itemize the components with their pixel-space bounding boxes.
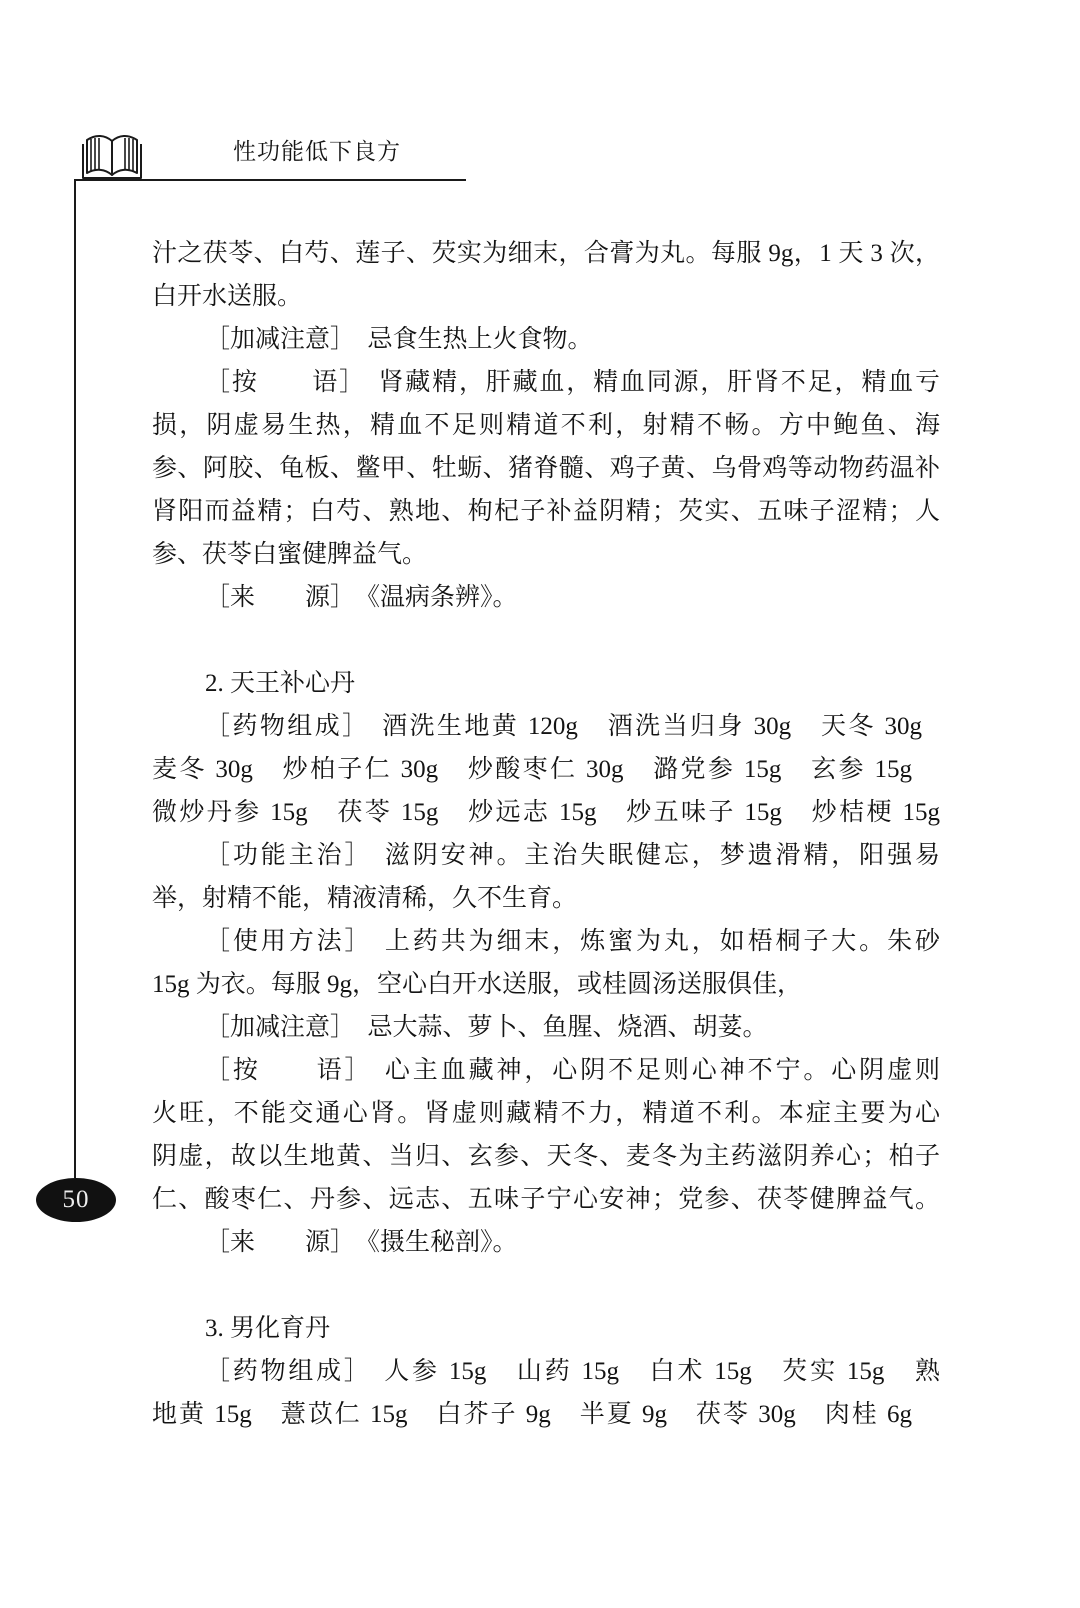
source-entry (152, 576, 940, 619)
usage-line: 上药共为细末，炼蜜为丸，如梧桐子大。朱砂 (384, 928, 940, 955)
blank-line (152, 619, 940, 662)
commentary-label: ［按 语］ (205, 1057, 373, 1084)
indications-line: 举，射精不能，精液清稀，久不生育。 (152, 885, 578, 912)
commentary-line: 心主血藏神，心阴不足则心神不宁。心阴虚则 (384, 1057, 940, 1084)
continuation-line: 白开水送服。 (152, 283, 303, 310)
indications-line: 滋阴安神。主治失眠健忘，梦遗滑精，阳强易 (384, 842, 940, 869)
commentary-line: 阴虚，故以生地黄、当归、玄参、天冬、麦冬为主药滋阴养心；柏子 (152, 1143, 940, 1170)
indications-label: ［功能主治］ (205, 842, 373, 869)
composition-line: 微炒丹参 15g 茯苓 15g 炒远志 15g 炒五味子 15g 炒桔梗 15g (152, 799, 940, 826)
notes-label: ［加减注意］ (205, 326, 356, 353)
notes-entry (152, 318, 940, 361)
composition-line: 麦冬 30g 炒柏子仁 30g 炒酸枣仁 30g 潞党参 15g 玄参 15g (152, 756, 912, 783)
page-number-badge: 50 (36, 1178, 116, 1222)
page-body (152, 232, 940, 1436)
continuation-line: 汁之茯苓、白芍、莲子、芡实为细末，合膏为丸。每服 9g，1 天 3 次， (152, 240, 940, 267)
source-text: 《摄生秘剖》。 (367, 1229, 518, 1256)
running-title: 性功能低下良方 (233, 139, 401, 164)
commentary-line: 损，阴虚易生热，精血不足则精道不利，射精不畅。方中鲍鱼、海 (152, 412, 940, 439)
usage-entry (152, 920, 940, 963)
commentary-entry (152, 361, 940, 404)
composition-entry (152, 1350, 940, 1393)
commentary-line: 仁、酸枣仁、丹参、远志、五味子宁心安神；党参、茯苓健脾益气。 (152, 1186, 940, 1213)
book-icon (80, 130, 144, 180)
source-text: 《温病条辨》。 (367, 584, 518, 611)
notes-entry (152, 1006, 940, 1049)
commentary-line: 火旺，不能交通心肾。肾虚则藏精不力，精道不利。本症主要为心 (152, 1100, 940, 1127)
composition-label: ［药物组成］ (205, 713, 370, 740)
source-label: ［来 源］ (205, 1229, 356, 1256)
composition-line: 人参 15g 山药 15g 白术 15g 芡实 15g 熟 (384, 1358, 940, 1385)
usage-label: ［使用方法］ (205, 928, 373, 955)
source-label: ［来 源］ (205, 584, 356, 611)
composition-label: ［药物组成］ (205, 1358, 372, 1385)
commentary-line: 参、茯苓白蜜健脾益气。 (152, 541, 428, 568)
header-rule (74, 179, 466, 181)
margin-rule (74, 179, 76, 1178)
commentary-line: 肾阳而益精；白芍、熟地、枸杞子补益阴精；芡实、五味子涩精；人 (152, 498, 940, 525)
blank-line (152, 1264, 940, 1307)
composition-entry (152, 705, 922, 748)
notes-text: 忌大蒜、萝卜、鱼腥、烧酒、胡荽。 (367, 1014, 768, 1041)
commentary-entry (152, 1049, 940, 1092)
composition-line: 酒洗生地黄 120g 酒洗当归身 30g 天冬 30g (382, 713, 922, 740)
composition-line: 地黄 15g 薏苡仁 15g 白芥子 9g 半夏 9g 茯苓 30g 肉桂 6g (152, 1401, 912, 1428)
notes-text: 忌食生热上火食物。 (367, 326, 593, 353)
source-entry (152, 1221, 940, 1264)
formula-title: 3. 男化育丹 (205, 1315, 331, 1342)
indications-entry (152, 834, 940, 877)
usage-line: 15g 为衣。每服 9g，空心白开水送服，或桂圆汤送服俱佳， (152, 971, 803, 998)
notes-label: ［加减注意］ (205, 1014, 356, 1041)
commentary-label: ［按 语］ (205, 369, 366, 396)
commentary-line: 参、阿胶、龟板、鳖甲、牡蛎、猪脊髓、鸡子黄、乌骨鸡等动物药温补 (152, 455, 940, 482)
book-icon-graphic (80, 130, 144, 180)
commentary-line: 肾藏精，肝藏血，精血同源，肝肾不足，精血亏 (378, 369, 940, 396)
formula-title: 2. 天王补心丹 (205, 670, 356, 697)
